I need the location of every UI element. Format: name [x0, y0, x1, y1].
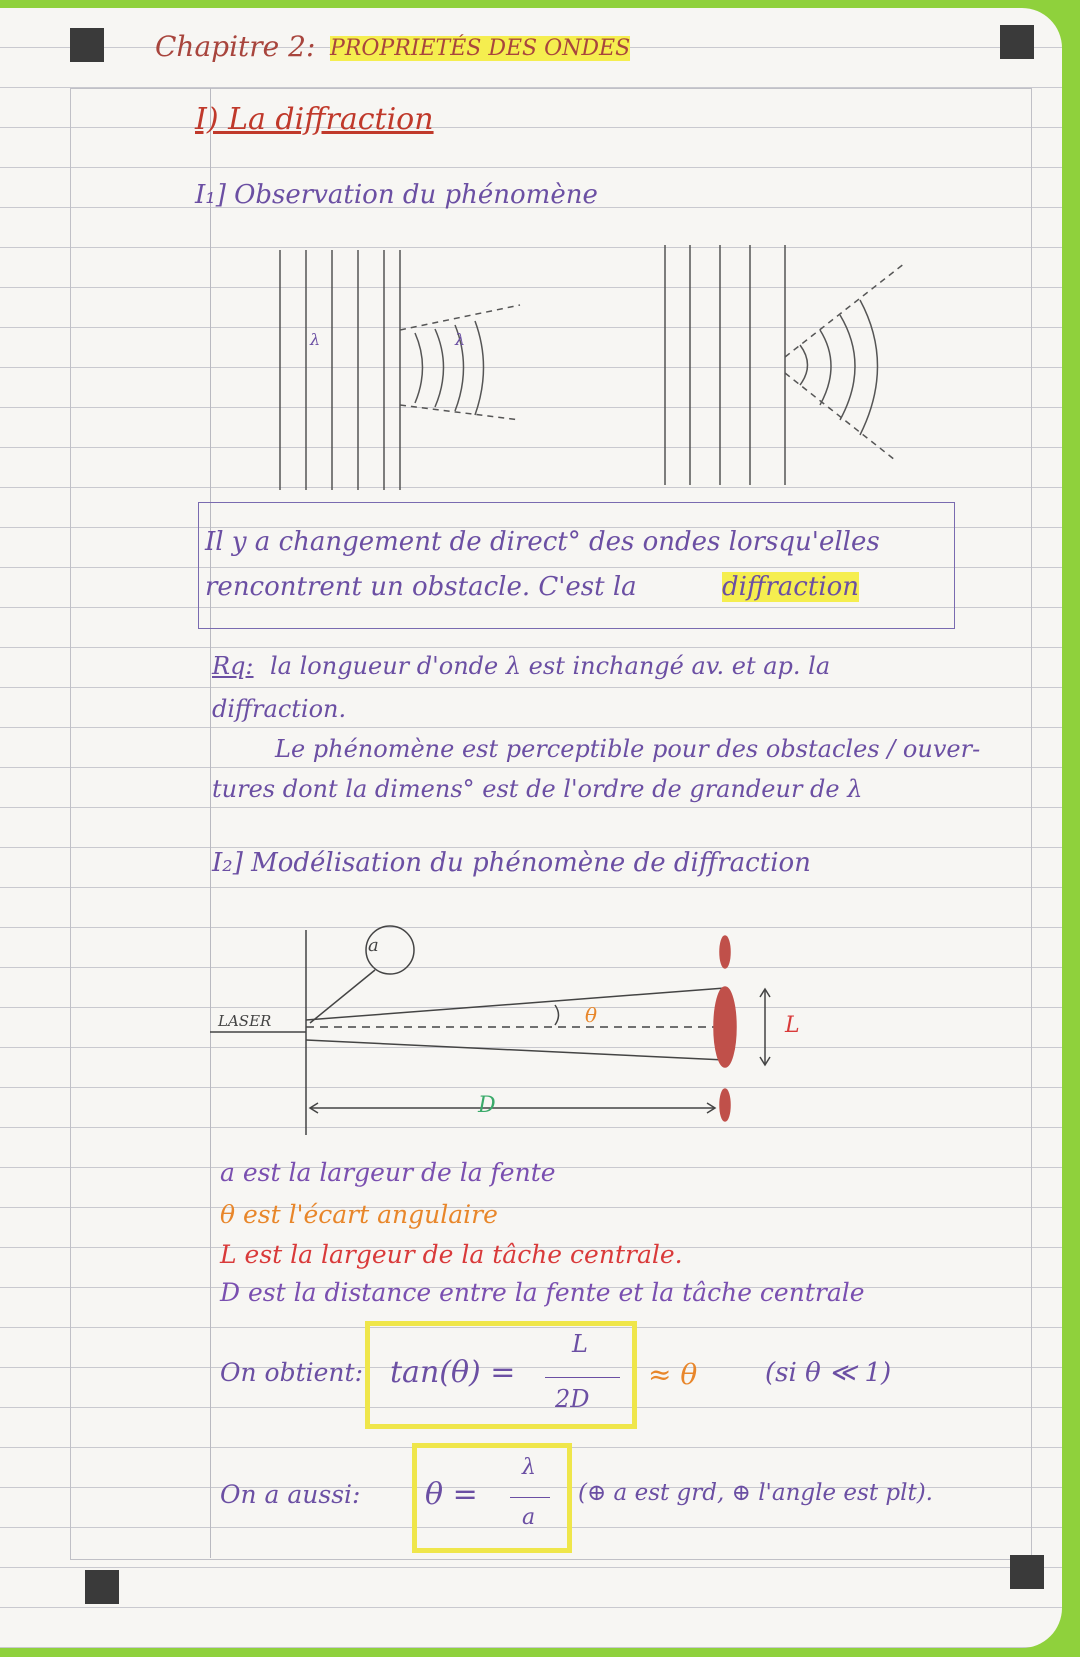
formula-denominator: a [522, 1505, 536, 1530]
section-heading: I) La diffraction [195, 102, 434, 137]
remark-text: Le phénomène est perceptible pour des obstacles / ouver- [275, 735, 981, 763]
definition-a: a est la largeur de la fente [220, 1158, 556, 1187]
formula-numerator: λ [522, 1455, 536, 1480]
remark-text: la longueur d'onde λ est inchangé av. et ap. la [270, 652, 831, 680]
corner-marker-icon [1010, 1555, 1044, 1589]
definition-line: rencontrent un obstacle. C'est la [205, 572, 637, 602]
formula-lhs: tan(θ) = [390, 1355, 516, 1390]
subsection-heading: I₁] Observation du phénomène [195, 180, 598, 210]
formula-denominator: 2D [555, 1385, 590, 1413]
fraction-bar [545, 1377, 620, 1378]
definition-line: Il y a changement de direct° des ondes lorsqu'elles [205, 527, 880, 557]
remark-text: tures dont la dimens° est de l'ordre de grandeur de λ [212, 775, 863, 803]
lambda-label: λ [310, 330, 321, 349]
slit-width-label: a [368, 935, 379, 956]
formula-label: On obtient: [220, 1358, 364, 1387]
formula-note: (⊕ a est grd, ⊕ l'angle est plt). [578, 1480, 933, 1506]
formula-lhs: θ = [425, 1477, 478, 1512]
laser-label: LASER [218, 1012, 272, 1030]
definition-L: L est la largeur de la tâche centrale. [220, 1240, 683, 1269]
corner-marker-icon [1000, 25, 1034, 59]
corner-marker-icon [85, 1570, 119, 1604]
D-label: D [478, 1093, 496, 1118]
chapter-title: PROPRIETÉS DES ONDES [330, 36, 631, 61]
margin-line [210, 88, 211, 1558]
diffraction-highlight: diffraction [722, 572, 860, 602]
formula-numerator: L [572, 1330, 588, 1358]
formula-label: On a aussi: [220, 1480, 361, 1509]
definition-box [198, 502, 955, 629]
diffraction-observation-figure [270, 245, 920, 495]
remark-text: diffraction. [212, 695, 347, 723]
lambda-label: λ [455, 330, 466, 349]
remark-label: Rq: [212, 652, 254, 680]
formula-condition: (si θ ≪ 1) [765, 1358, 892, 1388]
formula-approx: ≈ θ [648, 1358, 698, 1391]
definition-theta: θ est l'écart angulaire [220, 1200, 498, 1229]
subsection-heading: I₂] Modélisation du phénomène de diffraction [212, 848, 811, 878]
definition-D: D est la distance entre la fente et la tâche centrale [220, 1278, 865, 1307]
L-label: L [785, 1013, 800, 1038]
fraction-bar [510, 1497, 550, 1498]
diffraction-model-diagram [210, 915, 810, 1145]
corner-marker-icon [70, 28, 104, 62]
theta-label: θ [585, 1003, 598, 1027]
chapter-label: Chapitre 2: [155, 30, 316, 63]
